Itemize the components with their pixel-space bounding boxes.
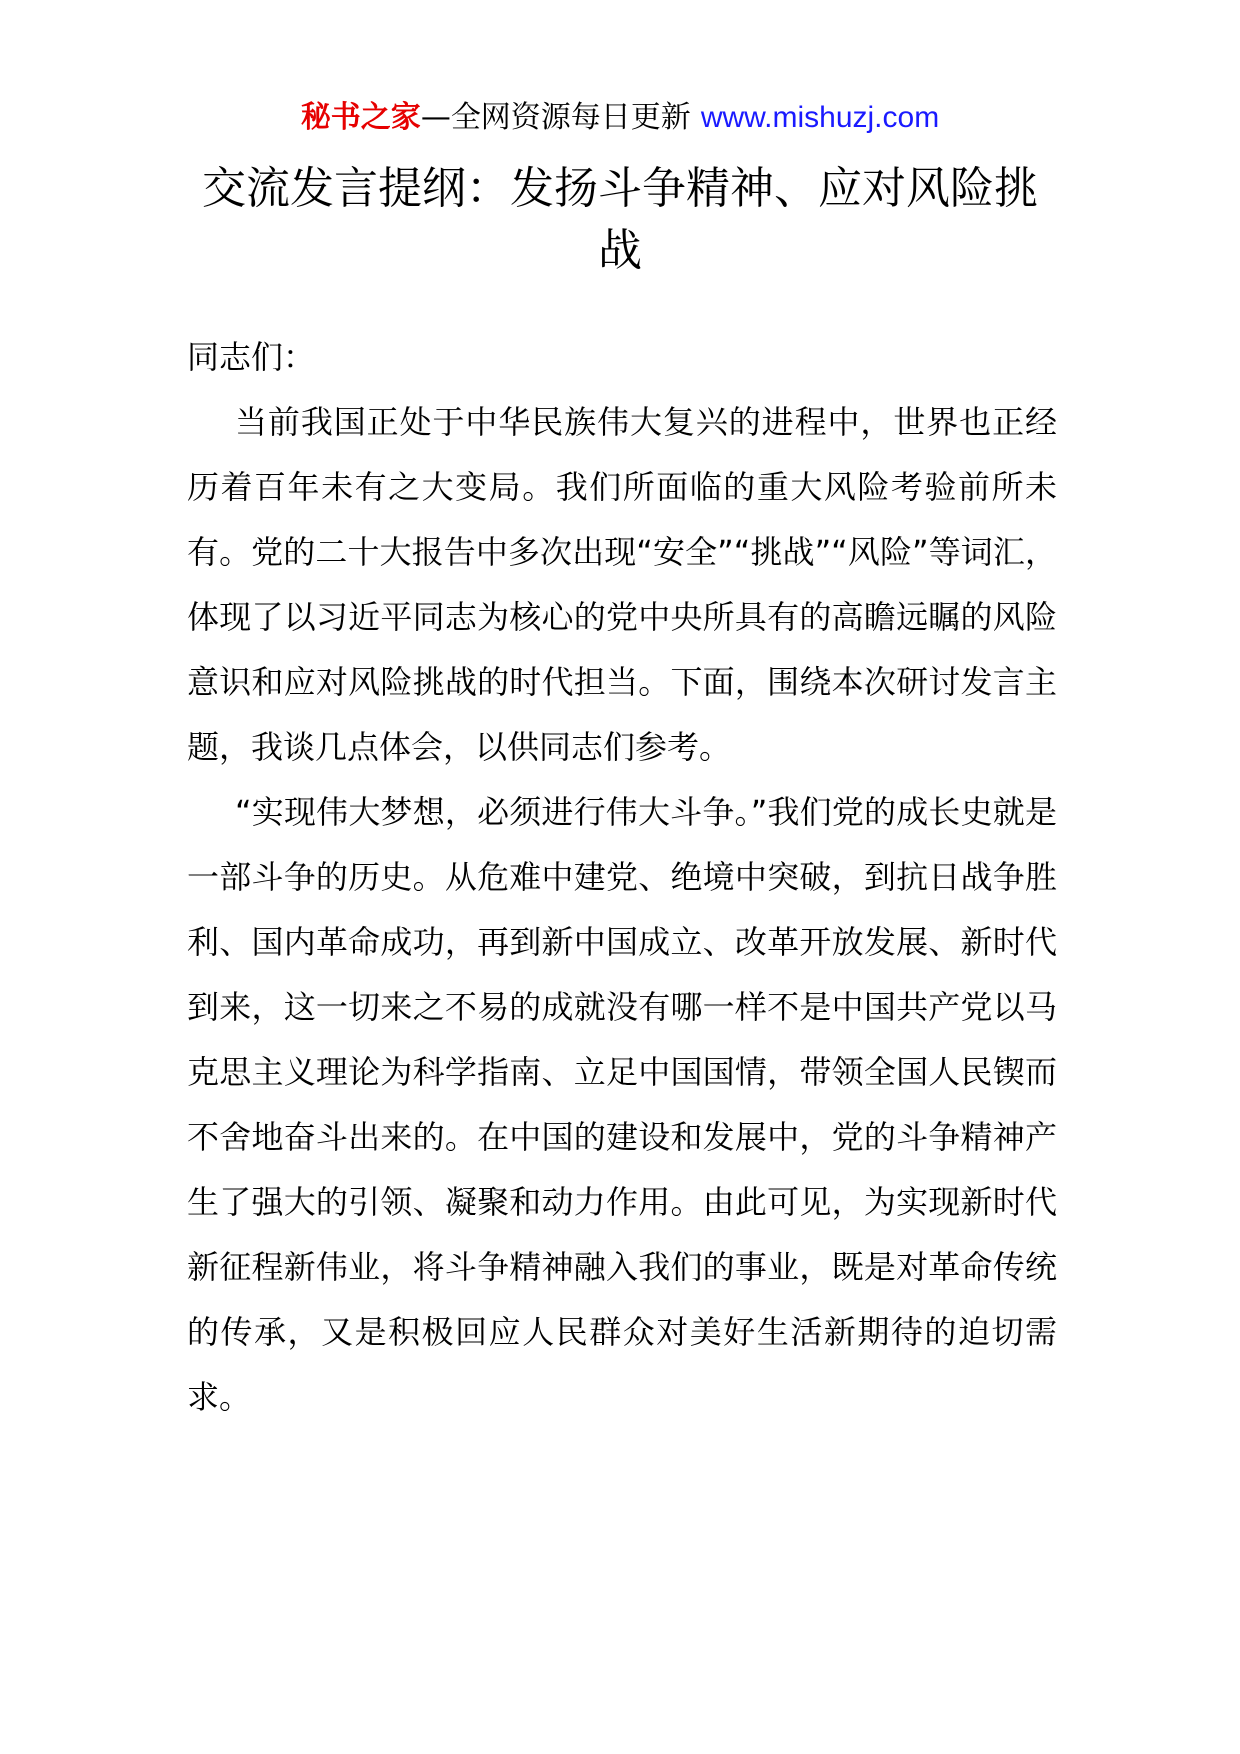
salutation: 同志们： [187, 338, 316, 376]
document-title: 交流发言提纲：发扬斗争精神、应对风险挑战 [202, 163, 1038, 276]
brand-name: 秘书之家 [300, 100, 421, 135]
site-header [0, 98, 1240, 138]
site-url-link[interactable]: www.mishuzj.com [700, 101, 940, 134]
document-body [187, 325, 1057, 1430]
paragraph-1: 当前我国正处于中华民族伟大复兴的进程中，世界也正经历着百年未有之大变局。我们所面临的重大风险考验前所未有。党的二十大报告中多次出现“安全”“挑战”“风险”等词汇，体现了以习近平同志为核心的党中央所具有的高瞻远瞩的风险意识和应对风险挑战的时代担当。下面，围绕本次研讨发言主题，我谈几点体会，以供同志们参考。 [187, 403, 1057, 766]
paragraph-2: “实现伟大梦想，必须进行伟大斗争。”我们党的成长史就是一部斗争的历史。从危难中建党、绝境中突破，到抗日战争胜利、国内革命成功，再到新中国成立、改革开放发展、新时代到来，这一切来之不易的成就没有哪一样不是中国共产党以马克思主义理论为科学指南、立足中国国情，带领全国人民锲而不舍地奋斗出来的。在中国的建设和发展中，党的斗争精神产生了强大的引领、凝聚和动力作用。由此可见，为实现新时代新征程新伟业，将斗争精神融入我们的事业，既是对革命传统的传承，又是积极回应人民群众对美好生活新期待的迫切需求。 [187, 793, 1057, 1416]
header-tagline: —全网资源每日更新 [420, 100, 691, 135]
